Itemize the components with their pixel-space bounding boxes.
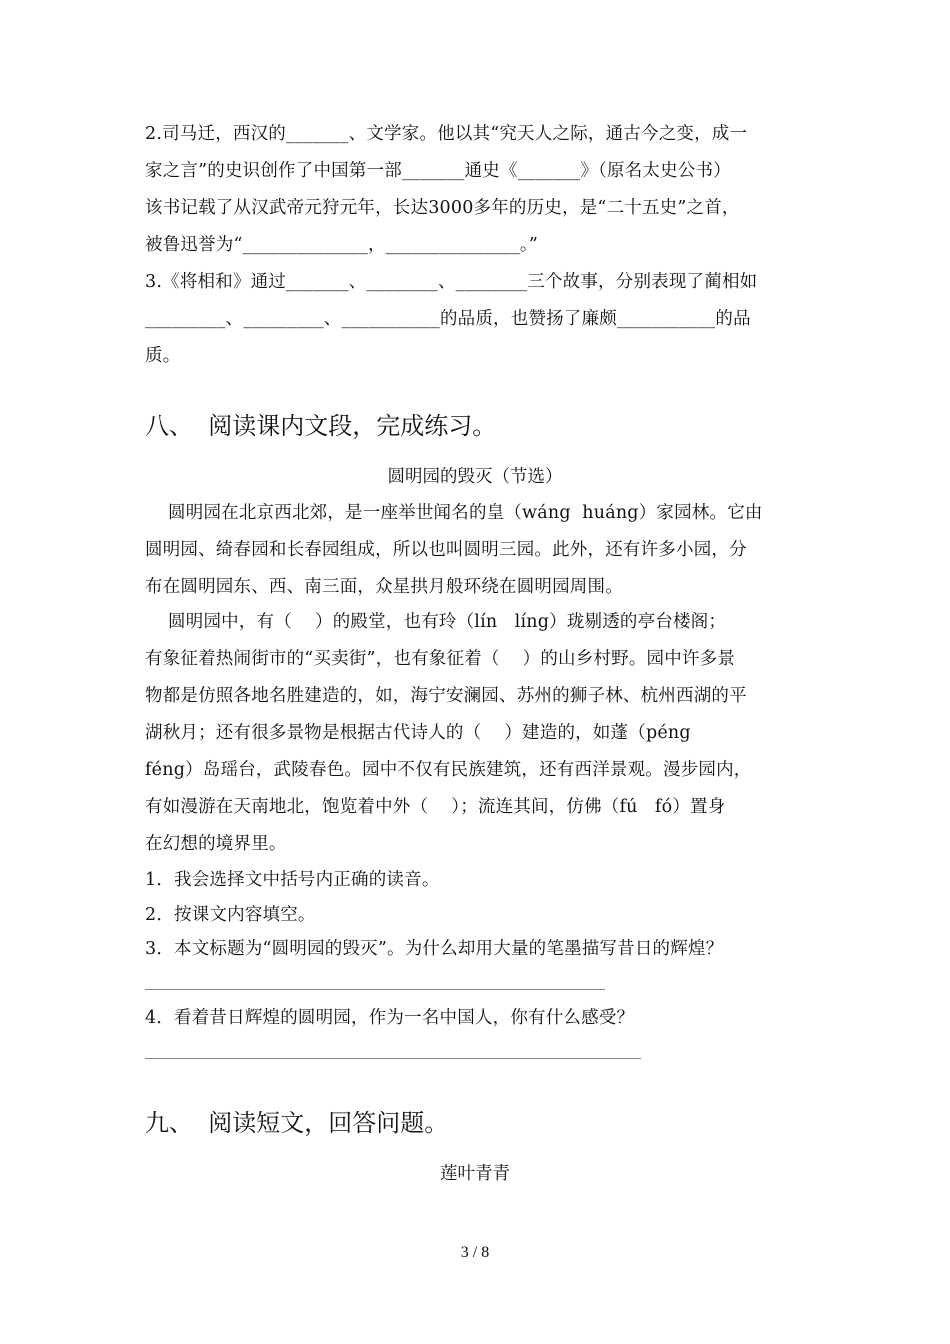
question-3: 3．本文标题为“圆明园的毁灭”。为什么却用大量的笔墨描写昔日的辉煌？ [145, 939, 724, 959]
question-1: 1．我会选择文中括号内正确的读音。 [145, 870, 440, 890]
section-9-heading: 九、 阅读短文，回答问题。 [145, 1109, 449, 1137]
question-4: 4．看着昔日辉煌的圆明园，作为一名中国人，你有什么感受？ [145, 1008, 635, 1028]
para1-line-1: 圆明园在北京西北郊，是一座举世闻名的皇（wáng huáng）家园林。它由 [145, 503, 763, 523]
q2-line-3: 该书记载了从汉武帝元狩元年，长达3000多年的历史，是“二十五史”之首， [145, 198, 740, 218]
para2-line-1: 圆明园中，有（ ）的殿堂，也有玲（lín líng）珑剔透的亭台楼阁； [145, 612, 727, 632]
section-8-title: 圆明园的毁灭（节选） [387, 467, 563, 487]
para2-line-5: féng）岛瑶台，武陵春色。园中不仅有民族建筑，还有西洋景观。漫步园内， [145, 760, 752, 780]
q3-line-2: _________、_________、___________的品质，也赞扬了廉颇___________的品 [145, 309, 751, 329]
q3-line-1: 3.《将相和》通过_______、________、________三个故事，分别表现了蔺相如 [145, 272, 758, 292]
section-8-heading: 八、 阅读课内文段，完成练习。 [145, 412, 497, 440]
question-2: 2．按课文内容填空。 [145, 905, 316, 925]
para2-line-2: 有象征着热闹街市的“买卖街”，也有象征着（ ）的山乡村野。园中许多景 [145, 649, 736, 669]
para2-line-7: 在幻想的境界里。 [145, 834, 287, 854]
para2-line-6: 有如漫游在天南地北，饱览着中外（ ）；流连其间，仿佛（fú fó）置身 [145, 797, 726, 817]
q2-line-1: 2.司马迁，西汉的_______、文学家。他以其“究天人之际，通古今之变，成一 [145, 124, 748, 144]
page-number: 3 / 8 [460, 1244, 490, 1261]
q2-line-2: 家之言”的史识创作了中国第一部_______通史《_______》（原名太史公书） [145, 161, 731, 181]
q3-line-3: 质。 [145, 346, 181, 366]
answer-line-q4[interactable] [145, 1058, 641, 1059]
para1-line-3: 布在圆明园东、西、南三面，众星拱月般环绕在圆明园周围。 [145, 577, 623, 597]
para2-line-4: 湖秋月；还有很多景物是根据古代诗人的（ ）建造的，如蓬（péng [145, 723, 691, 743]
para2-line-3: 物都是仿照各地名胜建造的，如，海宁安澜园、苏州的狮子林、杭州西湖的平 [145, 686, 747, 706]
section-9-title: 莲叶青青 [440, 1164, 510, 1184]
para1-line-2: 圆明园、绮春园和长春园组成，所以也叫圆明三园。此外，还有许多小园，分 [145, 540, 747, 560]
answer-line-q3[interactable] [145, 989, 605, 990]
q2-line-4: 被鲁迅誉为“______________，_______________。” [145, 235, 538, 255]
